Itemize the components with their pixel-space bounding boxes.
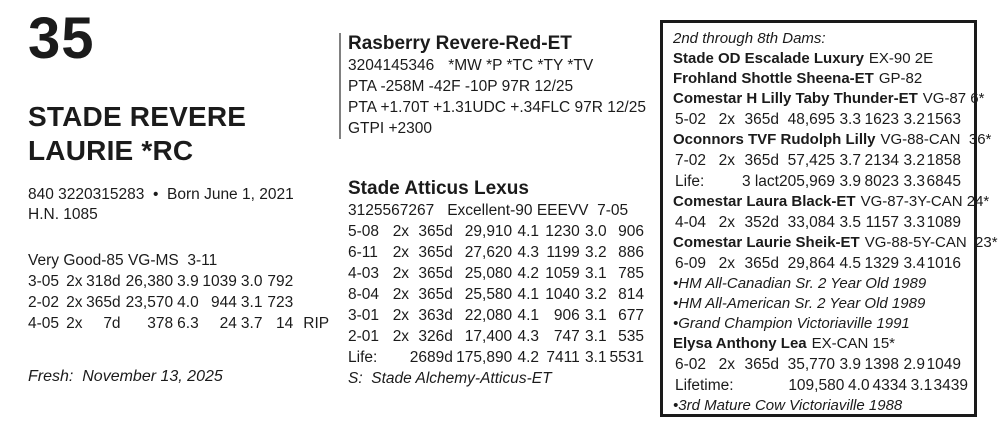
cell-times: 2x <box>718 152 735 169</box>
cell-note <box>293 292 336 313</box>
cell-fat: 1157 <box>865 214 899 231</box>
cell-days: 7d <box>103 315 121 332</box>
cell-fat-pct: 3.7 <box>839 152 861 169</box>
cell-fat: 1329 <box>864 255 899 272</box>
cell-protein: 792 <box>267 273 294 290</box>
lot-number: 35 <box>28 6 95 71</box>
cell-times: 2x <box>718 214 735 231</box>
dam-entry <box>673 334 968 354</box>
cell-protein-pct: 3.1 <box>240 294 263 311</box>
cell-milk: 29,864 <box>787 255 835 272</box>
cell-fat-pct: 4.2 <box>517 349 540 366</box>
cell-age: 4-03 <box>348 265 380 282</box>
cell-times <box>385 347 409 368</box>
dam-entry-score: GP-82 <box>878 70 923 87</box>
maternal-line-box <box>660 20 998 417</box>
dam-entry <box>673 89 985 109</box>
cell-milk: 205,969 <box>779 173 836 190</box>
dam-entry <box>673 49 968 69</box>
cell-fat: 1039 <box>202 273 237 290</box>
cell-days: 365d <box>418 286 453 303</box>
record-row <box>348 221 644 242</box>
cell-milk: 29,910 <box>464 223 513 240</box>
cell-days: 365d <box>418 244 453 261</box>
dam-entry <box>673 192 990 212</box>
award-line: •HM All-American Sr. 2 Year Old 1989 <box>673 295 926 312</box>
cell-days: 2689d <box>409 349 453 366</box>
cell-age: 5-02 <box>675 111 707 128</box>
herd-number: H.N. 1085 <box>28 206 98 223</box>
cell-fat: 906 <box>553 307 580 324</box>
cell-protein-pct: 3.3 <box>903 173 926 190</box>
dam-entry <box>673 69 968 89</box>
cell-life-label: Life: <box>675 173 705 190</box>
dam-entry <box>673 130 992 150</box>
classification-line: Very Good-85 VG-MS 3-11 <box>28 252 218 269</box>
cell-protein-pct: 3.1 <box>585 328 607 345</box>
cell-protein-pct: 3.2 <box>585 286 607 303</box>
dam-entry-name: Oconnors TVF Rudolph Lilly <box>673 131 876 148</box>
cell-protein: 1016 <box>926 255 961 272</box>
pedigree-column <box>339 33 644 389</box>
cell-times <box>713 171 735 192</box>
cell-age: 2-01 <box>348 328 380 345</box>
award-line: •3rd Mature Cow Victoriaville 1988 <box>673 397 903 414</box>
cell-milk: 35,770 <box>787 356 835 373</box>
cell-age: 6-09 <box>675 255 707 272</box>
dam-block <box>339 178 644 389</box>
cell-protein-pct: 3.4 <box>903 255 925 272</box>
cell-protein-pct: 3.2 <box>585 244 607 261</box>
dam-record-table <box>673 150 961 171</box>
cell-protein: 535 <box>618 328 644 345</box>
dam-record-table <box>673 171 961 192</box>
dam-record-table <box>673 212 961 233</box>
cell-milk: 25,080 <box>464 265 513 282</box>
cell-times: 2x <box>392 265 410 282</box>
cell-fat: 4334 <box>872 377 907 394</box>
cell-times: 2x <box>392 328 410 345</box>
cell-fat: 1230 <box>545 223 580 240</box>
record-row <box>673 253 961 274</box>
cell-protein-pct: 3.7 <box>240 315 263 332</box>
cell-protein-pct: 3.1 <box>910 377 933 394</box>
cell-age: 5-08 <box>348 223 380 240</box>
cell-protein-pct: 3.1 <box>585 265 607 282</box>
cell-age: 4-04 <box>675 214 707 231</box>
sire-block <box>339 33 644 139</box>
fresh-date: Fresh: November 13, 2025 <box>28 368 223 385</box>
cell-fat-pct: 4.0 <box>848 377 870 394</box>
record-row <box>673 375 968 396</box>
cell-age: 8-04 <box>348 286 380 303</box>
cell-times: 2x <box>718 356 735 373</box>
cell-lifetime-label: Lifetime: <box>675 377 734 394</box>
cell-fat-pct: 3.3 <box>839 111 861 128</box>
cell-fat: 747 <box>553 328 580 345</box>
record-row <box>348 284 644 305</box>
dam-record-table <box>673 354 961 375</box>
cell-fat-pct: 4.1 <box>517 307 540 324</box>
dam-record-table <box>673 375 968 396</box>
cell-milk: 378 <box>147 315 174 332</box>
cell-protein-pct: 3.3 <box>903 214 925 231</box>
cell-milk: 17,400 <box>464 328 513 345</box>
cell-days: 352d <box>744 214 779 231</box>
dam-entry-name: Stade OD Escalade Luxury <box>673 50 864 67</box>
sire-pta-line1: PTA -258M -42F -10P 97R 12/25 <box>348 78 574 95</box>
record-row <box>28 292 336 313</box>
cell-protein: 1858 <box>926 152 961 169</box>
cell-milk: 25,580 <box>464 286 513 303</box>
cell-fat: 7411 <box>546 349 580 366</box>
cell-protein-pct: 3.2 <box>903 111 925 128</box>
cell-times: 2x <box>66 315 83 332</box>
record-row <box>348 305 644 326</box>
cell-times: 2x <box>392 286 410 303</box>
dam-entry <box>673 233 998 253</box>
dam-score: Excellent-90 EEEVV 7-05 <box>447 202 629 219</box>
cell-times: 2x <box>392 244 410 261</box>
cell-fat: 2134 <box>864 152 899 169</box>
cell-days: 3 lact <box>741 173 779 190</box>
record-row <box>348 326 644 347</box>
cell-times: 2x <box>718 111 735 128</box>
dams-box-title: 2nd through 8th Dams: <box>673 30 826 47</box>
sire-gtpi: GTPI +2300 <box>348 120 433 137</box>
cell-protein-pct: 3.1 <box>585 349 607 366</box>
cell-times: 2x <box>392 223 410 240</box>
record-row <box>348 263 644 284</box>
cell-protein: 1049 <box>926 356 961 373</box>
award-line: •HM All-Canadian Sr. 2 Year Old 1989 <box>673 275 927 292</box>
cell-protein: 3439 <box>933 377 968 394</box>
cell-age: 3-05 <box>28 273 60 290</box>
cell-days: 365d <box>744 255 779 272</box>
cell-age: 7-02 <box>675 152 707 169</box>
cell-protein-pct: 3.0 <box>240 273 263 290</box>
cell-protein-pct: 3.1 <box>585 307 607 324</box>
cell-note <box>293 271 336 292</box>
animal-name <box>28 100 336 168</box>
dam-entry-score: VG-88-5Y-CAN 23* <box>864 234 998 251</box>
record-row <box>673 212 961 233</box>
cell-fat-pct: 4.3 <box>517 328 540 345</box>
cell-protein: 5531 <box>609 349 644 366</box>
dam-entry-score: VG-87-3Y-CAN 24* <box>860 193 990 210</box>
cell-fat-pct: 4.3 <box>517 244 540 261</box>
dam-entry-name: Comestar H Lilly Taby Thunder-ET <box>673 90 918 107</box>
cell-protein-pct: 2.9 <box>903 356 925 373</box>
record-row <box>348 242 644 263</box>
cell-milk: 27,620 <box>464 244 513 261</box>
cell-fat-pct: 4.0 <box>177 294 199 311</box>
cell-fat: 1199 <box>546 244 580 261</box>
record-row <box>348 347 644 368</box>
cell-fat-pct: 3.5 <box>839 214 861 231</box>
cell-days: 365d <box>744 152 779 169</box>
dam-entry-score: VG-88-CAN 36* <box>880 131 992 148</box>
cell-times <box>734 375 752 396</box>
cell-protein: 677 <box>618 307 644 324</box>
cell-days: 365d <box>744 356 779 373</box>
record-row <box>673 109 961 130</box>
cell-protein: 6845 <box>926 173 962 190</box>
cell-fat: 24 <box>219 315 237 332</box>
dam-record-table <box>673 253 961 274</box>
lot-column <box>28 6 336 387</box>
cell-protein: 1563 <box>926 111 961 128</box>
sire-pta-line2: PTA +1.70T +1.31UDC +.34FLC 97R 12/25 <box>348 99 646 116</box>
cell-fat-pct: 3.9 <box>839 356 861 373</box>
dam-entry-score: EX-CAN 15* <box>811 335 896 352</box>
cell-fat-pct: 4.1 <box>517 286 540 303</box>
cell-milk: 175,890 <box>456 349 513 366</box>
dam-entry-score: VG-87 6* <box>922 90 985 107</box>
cell-fat: 944 <box>210 294 237 311</box>
cell-times: 2x <box>718 255 735 272</box>
cell-milk: 57,425 <box>787 152 835 169</box>
cell-times: 2x <box>392 307 410 324</box>
dam-record-table <box>673 109 961 130</box>
cell-age: 4-05 <box>28 315 60 332</box>
record-row <box>673 171 961 192</box>
cell-milk: 109,580 <box>788 377 845 394</box>
cell-days: 365d <box>744 111 779 128</box>
cell-age: 3-01 <box>348 307 380 324</box>
cell-days: 365d <box>86 294 121 311</box>
registration-line: 840 3220315283 • Born June 1, 2021 <box>28 186 294 203</box>
cell-days: 365d <box>418 223 453 240</box>
cell-fat-pct: 4.5 <box>839 255 861 272</box>
record-row <box>673 150 961 171</box>
cell-milk: 22,080 <box>464 307 513 324</box>
sire-name: Rasberry Revere-Red-ET <box>348 33 572 54</box>
cell-fat-pct: 3.9 <box>177 273 199 290</box>
cell-note: RIP <box>303 315 330 332</box>
cell-fat-pct: 6.3 <box>177 315 199 332</box>
cell-protein: 886 <box>618 244 644 261</box>
cell-fat: 1623 <box>864 111 899 128</box>
cell-milk: 26,380 <box>125 273 174 290</box>
cell-protein: 814 <box>618 286 644 303</box>
sire-id: 3204145346 <box>348 57 435 74</box>
award-line: •Grand Champion Victoriaville 1991 <box>673 315 910 332</box>
cell-days <box>752 375 788 396</box>
dam-id-line <box>348 200 644 221</box>
dam-entry-name: Frohland Shottle Sheena-ET <box>673 70 874 87</box>
cell-protein: 14 <box>276 315 294 332</box>
cell-days: 365d <box>418 265 453 282</box>
cell-fat-pct: 4.2 <box>517 265 540 282</box>
cell-fat-pct: 4.1 <box>517 223 540 240</box>
dam-entry-score: EX-90 2E <box>868 50 934 67</box>
cell-fat: 1398 <box>864 356 899 373</box>
cell-life-label: Life: <box>348 349 378 366</box>
record-row <box>28 313 336 334</box>
cell-days: 318d <box>86 273 121 290</box>
cell-protein: 1089 <box>926 214 961 231</box>
lactation-records-table <box>28 271 336 334</box>
cell-protein-pct: 3.2 <box>903 152 925 169</box>
cell-fat: 1059 <box>545 265 580 282</box>
cell-age: 6-11 <box>348 244 378 261</box>
cell-milk: 48,695 <box>787 111 835 128</box>
cell-fat: 8023 <box>864 173 900 190</box>
cell-protein: 906 <box>618 223 644 240</box>
cell-fat: 1040 <box>545 286 580 303</box>
animal-name-line1: STADE REVERE <box>28 101 247 132</box>
sire-id-line <box>348 55 644 76</box>
cell-milk: 33,084 <box>787 214 835 231</box>
dam-entry-name: Comestar Laura Black-ET <box>673 193 856 210</box>
cell-age: 6-02 <box>675 356 707 373</box>
cell-milk: 23,570 <box>125 294 174 311</box>
dam-entry-name: Elysa Anthony Lea <box>673 335 807 352</box>
animal-name-line2: LAURIE *RC <box>28 135 194 166</box>
cell-protein: 785 <box>618 265 644 282</box>
cell-days: 326d <box>418 328 453 345</box>
cell-age: 2-02 <box>28 294 60 311</box>
dam-records-table <box>348 221 644 368</box>
record-row <box>28 271 336 292</box>
cell-fat-pct: 3.9 <box>839 173 862 190</box>
cell-days: 363d <box>418 307 453 324</box>
dam-sire-line: S: Stade Alchemy-Atticus-ET <box>348 370 552 387</box>
cell-times: 2x <box>66 294 83 311</box>
sire-codes: *MW *P *TC *TY *TV <box>448 57 594 74</box>
dam-id: 3125567267 <box>348 202 435 219</box>
cell-protein: 723 <box>267 294 294 311</box>
cell-times: 2x <box>66 273 83 290</box>
dam-entry-name: Comestar Laurie Sheik-ET <box>673 234 860 251</box>
dam-name: Stade Atticus Lexus <box>348 178 529 199</box>
cell-protein-pct: 3.0 <box>585 223 607 240</box>
record-row <box>673 354 961 375</box>
